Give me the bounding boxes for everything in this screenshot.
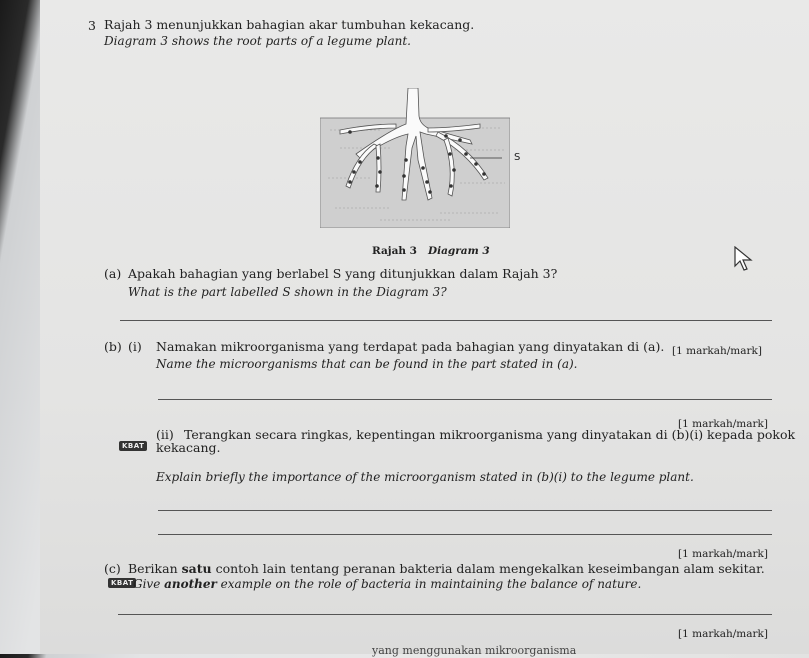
part-b-i-malay: Namakan mikroorganisma yang terdapat pada bahagian yang dinyatakan di (a). bbox=[156, 339, 665, 354]
diagram-caption-malay: Rajah 3 bbox=[372, 245, 417, 257]
part-b-ii-label: (ii) bbox=[156, 427, 174, 442]
diagram-label-s: S bbox=[514, 152, 521, 163]
part-c-english: Give another example on the role of bacteria in maintaining the balance of nature. bbox=[133, 577, 642, 591]
part-c-mark: [1 markah/mark] bbox=[678, 628, 768, 640]
part-a-english: What is the part labelled S shown in the Diagram 3? bbox=[128, 285, 447, 299]
part-b-ii-mark: [1 markah/mark] bbox=[678, 548, 768, 560]
answer-line-b-ii-2[interactable] bbox=[158, 534, 772, 535]
part-a-malay: Apakah bahagian yang berlabel S yang ditunjukkan dalam Rajah 3? bbox=[128, 266, 558, 281]
answer-line-a[interactable] bbox=[120, 320, 772, 321]
part-b-ii-malay-1: Terangkan secara ringkas, kepentingan mikroorganisma yang dinyatakan di (b)(i) kepada pokok bbox=[184, 427, 796, 442]
part-a-mark: [1 markah/mark] bbox=[672, 345, 762, 357]
mouse-pointer-icon bbox=[734, 246, 756, 272]
answer-line-b-i[interactable] bbox=[158, 399, 772, 400]
part-a-label: (a) bbox=[104, 266, 122, 281]
part-b-ii-english: Explain briefly the importance of the microorganism stated in (b)(i) to the legume plant. bbox=[156, 470, 694, 484]
answer-line-c[interactable] bbox=[118, 614, 772, 615]
part-b-label: (b) bbox=[104, 339, 122, 354]
intro-english: Diagram 3 shows the root parts of a legume plant. bbox=[104, 34, 411, 48]
part-c-malay: Berikan satu contoh lain tentang peranan bakteria dalam mengekalkan keseimbangan alam sekitar. bbox=[128, 561, 765, 576]
diagram-caption-english: Diagram 3 bbox=[428, 245, 490, 257]
question-number: 3 bbox=[88, 18, 96, 33]
footer-cut-text: yang menggunakan mikroorganisma bbox=[372, 644, 577, 657]
kbat-badge-c: KBAT bbox=[108, 578, 136, 588]
part-b-ii-malay-2: kekacang. bbox=[156, 440, 221, 455]
answer-line-b-ii-1[interactable] bbox=[158, 510, 772, 511]
kbat-badge-b: KBAT bbox=[119, 441, 147, 451]
intro-malay: Rajah 3 menunjukkan bahagian akar tumbuhan kekacang. bbox=[104, 17, 475, 32]
part-c-label: (c) bbox=[104, 561, 121, 576]
part-b-i-english: Name the microorganisms that can be found in the part stated in (a). bbox=[156, 357, 578, 371]
part-b-i-mark: [1 markah/mark] bbox=[678, 418, 768, 430]
part-b-i-label: (i) bbox=[128, 339, 142, 354]
root-diagram bbox=[320, 88, 510, 228]
